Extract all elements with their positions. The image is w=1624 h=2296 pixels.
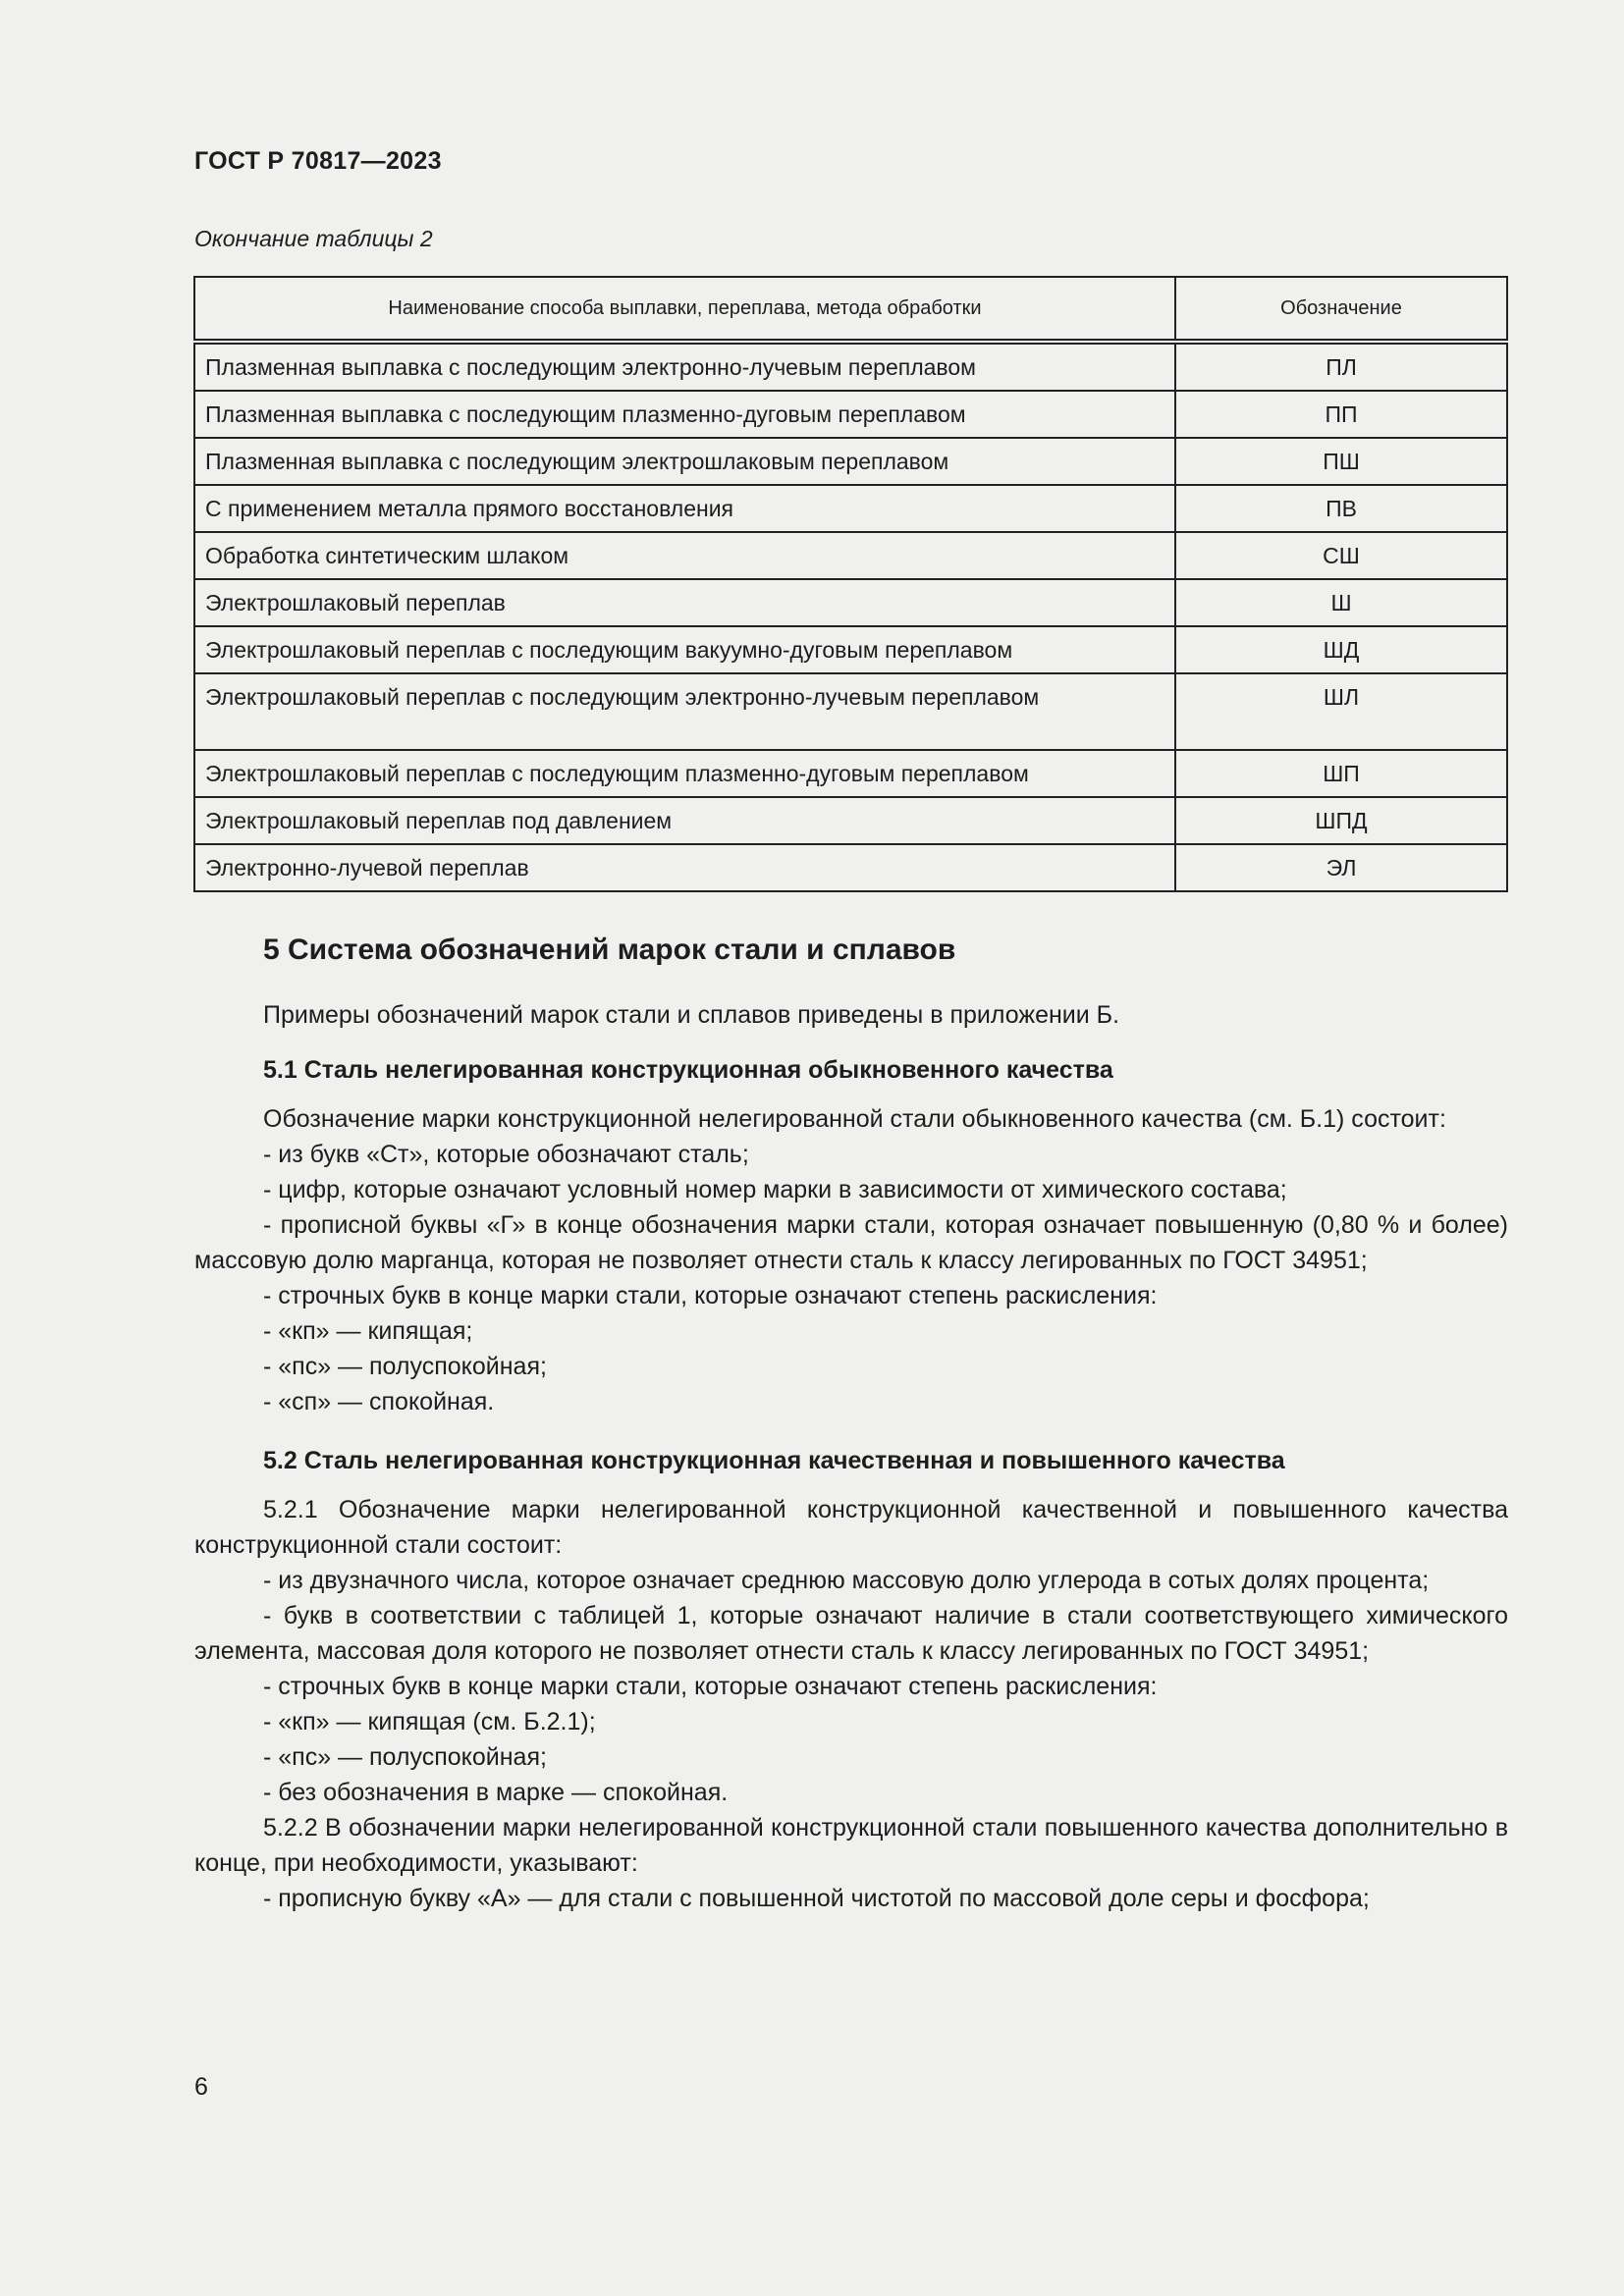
list-item: - букв в соответствии с таблицей 1, которые означают наличие в стали соответствующего химического элемента, массовая доля которого не позволяет отнести сталь к классу легированных по ГОСТ 34951;: [194, 1602, 1508, 1665]
paragraph: Обозначение марки конструкционной нелегированной стали обыкновенного качества (см. Б.1) состоит:: [263, 1105, 1446, 1133]
section-5-title: 5 Система обозначений марок стали и сплавов: [263, 934, 956, 966]
list-item: - строчных букв в конце марки стали, которые означают степень раскисления:: [263, 1282, 1158, 1309]
row-name: Электрошлаковый переплав под давлением: [194, 797, 1175, 844]
row-name: Электронно-лучевой переплав: [194, 844, 1175, 891]
section-5-intro: Примеры обозначений марок стали и сплавов приведены в приложении Б.: [263, 1001, 1120, 1029]
row-name: Плазменная выплавка с последующим плазменно-дуговым переплавом: [194, 391, 1175, 438]
list-item: - из букв «Ст», которые обозначают сталь;: [263, 1141, 749, 1168]
col-name-header: Наименование способа выплавки, переплава, метода обработки: [194, 277, 1175, 342]
row-name: Электрошлаковый переплав с последующим вакуумно-дуговым переплавом: [194, 626, 1175, 673]
document-body: [194, 933, 1508, 1916]
table-row: [194, 844, 1507, 891]
page-number: 6: [194, 2073, 208, 2101]
list-item: - строчных букв в конце марки стали, которые означают степень раскисления:: [263, 1673, 1158, 1700]
table-row: [194, 342, 1507, 391]
table-row: [194, 485, 1507, 532]
list-item: - прописной буквы «Г» в конце обозначения марки стали, которая означает повышенную (0,80 % и более) массовую долю марганца, которая не позволяет отнести сталь к классу легированных по ГОСТ 34951;: [194, 1211, 1508, 1274]
list-item: - «кп» — кипящая;: [263, 1317, 473, 1345]
row-code: ЭЛ: [1175, 844, 1507, 891]
row-name: Обработка синтетическим шлаком: [194, 532, 1175, 579]
row-code: ПШ: [1175, 438, 1507, 485]
list-item: - «кп» — кипящая (см. Б.2.1);: [263, 1708, 596, 1735]
list-item: - цифр, которые означают условный номер марки в зависимости от химического состава;: [263, 1176, 1287, 1203]
row-name: Электрошлаковый переплав: [194, 579, 1175, 626]
list-item: - «пс» — полуспокойная;: [263, 1743, 547, 1771]
designation-table: [193, 276, 1508, 892]
paragraph: 5.2.1 Обозначение марки нелегированной конструкционной качественной и повышенного качества конструкционной стали состоит:: [194, 1496, 1508, 1559]
row-name: Электрошлаковый переплав с последующим плазменно-дуговым переплавом: [194, 750, 1175, 797]
list-item: - «пс» — полуспокойная;: [263, 1353, 547, 1380]
table-row: [194, 579, 1507, 626]
table-row: [194, 750, 1507, 797]
row-code: Ш: [1175, 579, 1507, 626]
row-code: ПЛ: [1175, 342, 1507, 391]
table-row: [194, 438, 1507, 485]
row-name: Плазменная выплавка с последующим электронно-лучевым переплавом: [194, 342, 1175, 391]
row-name: Плазменная выплавка с последующим электрошлаковым переплавом: [194, 438, 1175, 485]
list-item: - из двузначного числа, которое означает среднюю массовую долю углерода в сотых долях процента;: [263, 1567, 1430, 1594]
row-code: СШ: [1175, 532, 1507, 579]
table-row: [194, 797, 1507, 844]
table-header-row: [194, 277, 1507, 342]
section-5-2-title: 5.2 Сталь нелегированная конструкционная качественная и повышенного качества: [263, 1447, 1285, 1474]
row-code: ПВ: [1175, 485, 1507, 532]
row-name: Электрошлаковый переплав с последующим электронно-лучевым переплавом: [194, 673, 1175, 750]
list-item: - прописную букву «А» — для стали с повышенной чистотой по массовой доле серы и фосфора;: [263, 1885, 1370, 1912]
paragraph: 5.2.2 В обозначении марки нелегированной конструкционной стали повышенного качества дополнительно в конце, при необходимости, указывают:: [194, 1814, 1508, 1877]
table-caption: Окончание таблицы 2: [194, 226, 433, 251]
section-5-1-title: 5.1 Сталь нелегированная конструкционная обыкновенного качества: [263, 1056, 1113, 1084]
row-name: С применением металла прямого восстановления: [194, 485, 1175, 532]
table-row: [194, 626, 1507, 673]
document-header: ГОСТ Р 70817—2023: [194, 147, 442, 175]
list-item: - без обозначения в марке — спокойная.: [263, 1779, 729, 1806]
row-code: ШПД: [1175, 797, 1507, 844]
table-row: [194, 532, 1507, 579]
row-code: ПП: [1175, 391, 1507, 438]
table-row: [194, 391, 1507, 438]
list-item: - «сп» — спокойная.: [263, 1388, 495, 1415]
row-code: ШД: [1175, 626, 1507, 673]
row-code: ШП: [1175, 750, 1507, 797]
table-row: [194, 673, 1507, 750]
col-code-header: Обозначение: [1175, 277, 1507, 342]
row-code: ШЛ: [1175, 673, 1507, 750]
